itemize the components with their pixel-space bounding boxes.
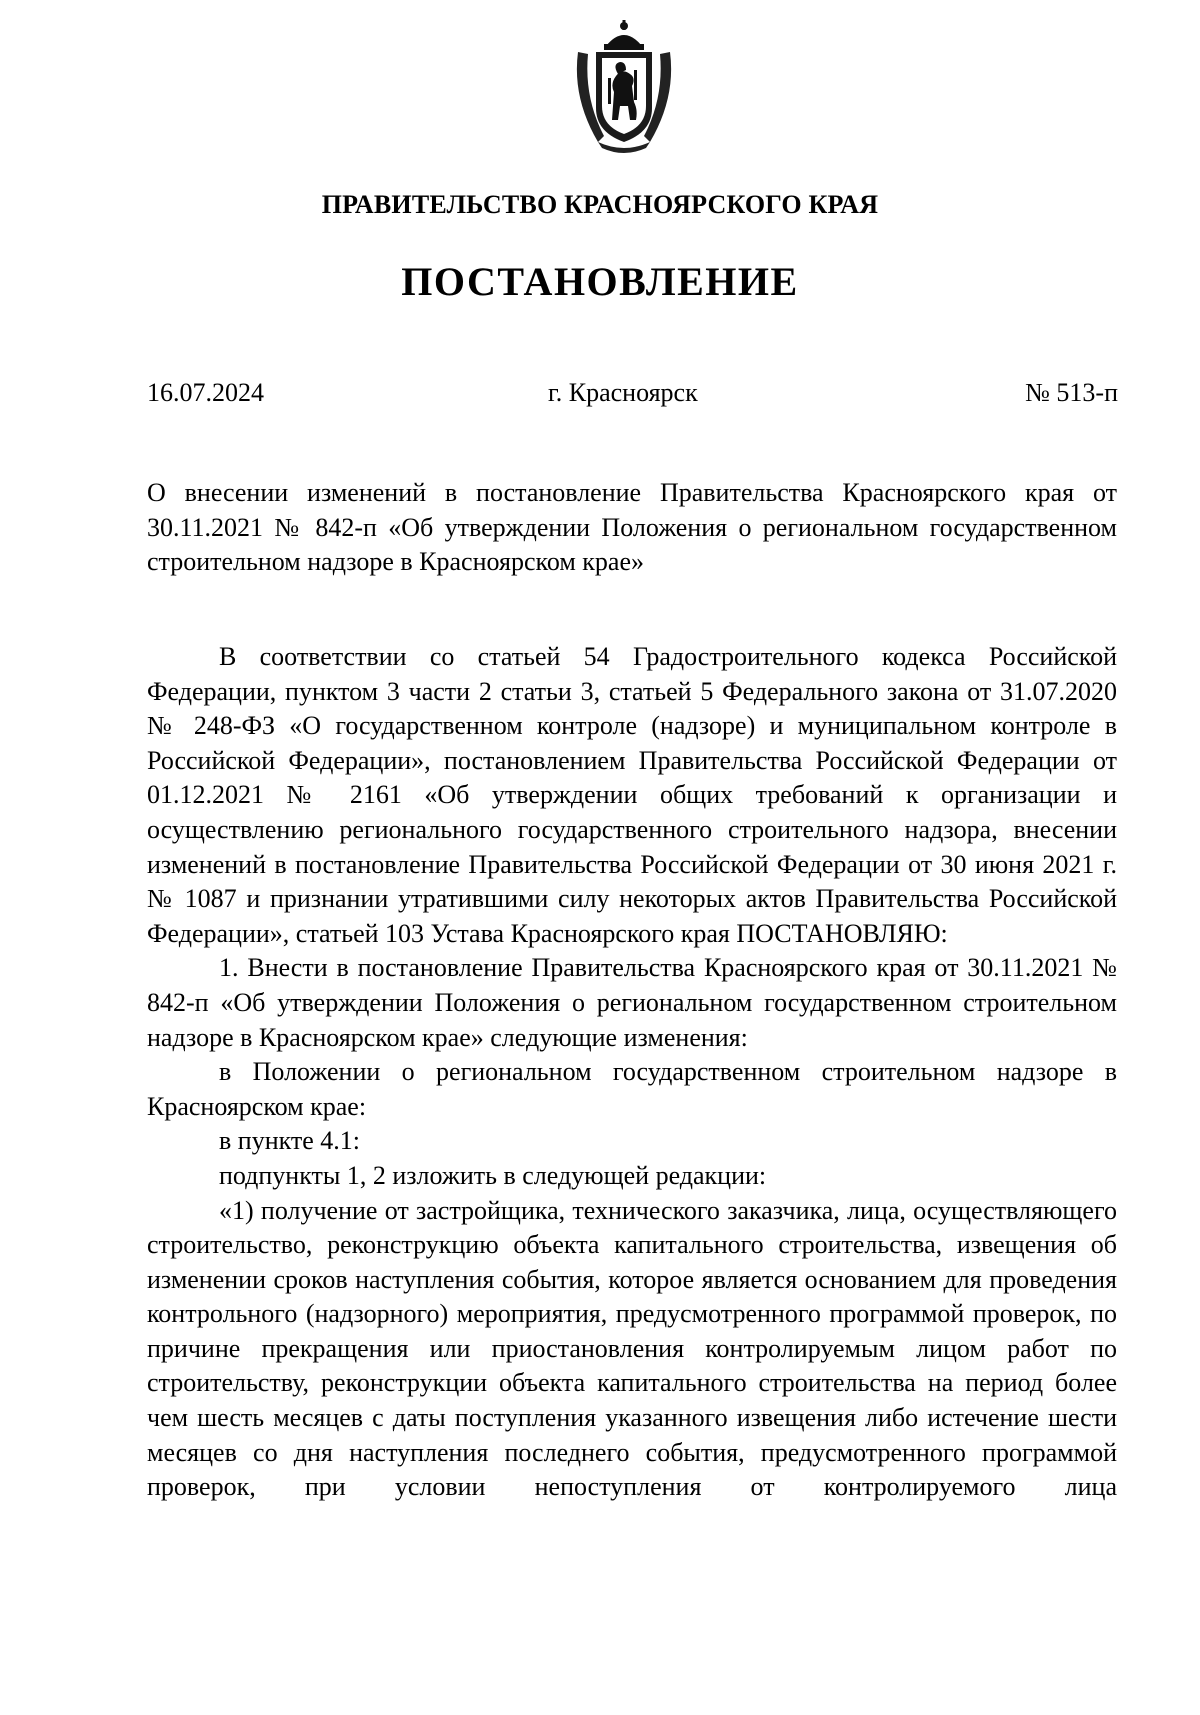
paragraph: подпункты 1, 2 изложить в следующей редакции: bbox=[219, 1160, 767, 1190]
document-place: г. Красноярск bbox=[548, 378, 698, 407]
document-type-title: ПОСТАНОВЛЕНИЕ bbox=[401, 259, 799, 304]
document-date: 16.07.2024 bbox=[147, 378, 264, 407]
document-number: № 513-п bbox=[1025, 378, 1118, 407]
document-body bbox=[147, 640, 1117, 1505]
krasnoyarsk-coat-of-arms-icon bbox=[568, 18, 680, 154]
document-subject: О внесении изменений в постановление Правительства Красноярского края от 30.11.2021 № 842-п «Об утверждении Положения о региональном государственном строительном надзоре в Красноярском крае» bbox=[147, 478, 1117, 576]
paragraph: в Положении о региональном государственном строительном надзоре в Красноярском крае: bbox=[147, 1057, 1117, 1121]
paragraph: 1. Внести в постановление Правительства Красноярского края от 30.11.2021 № 842-п «Об утверждении Положения о региональном государственном строительном надзоре в Красноярском крае» следующие изменения: bbox=[147, 953, 1117, 1052]
paragraph: В соответствии со статьей 54 Градостроительного кодекса Российской Федерации, пунктом 3 части 2 статьи 3, статьей 5 Федерального закона от 31.07.2020 № 248-ФЗ «О государственном контроле (надзоре) и муниципальном контроле в Российской Федерации», постановлением Правительства Российской Федерации от 01.12.2021 № 2161 «Об утверждении общих требований к организации и осуществлению регионального государственного строительного надзора, внесении изменений в постановление Правительства Российской Федерации от 30 июня 2021 г. № 1087 и признании утратившими силу некоторых актов Правительства Российской Федерации», статьей 103 Устава Красноярского края ПОСТАНОВЛЯЮ: bbox=[147, 642, 1117, 948]
paragraph: «1) получение от застройщика, технического заказчика, лица, осуществляющего строительство, реконструкцию объекта капитального строительства, извещения об изменении сроков наступления события, которое является основанием для проведения контрольного (надзорного) мероприятия, предусмотренного программой проверок, по причине прекращения или приостановления контролируемым лицом работ по строительству, реконструкции объекта капитального строительства на период более чем шесть месяцев с даты поступления указанного извещения либо истечение шести месяцев со дня наступления последнего события, предусмотренного программой проверок, при условии непоступления от контролируемого лица bbox=[147, 1195, 1117, 1502]
paragraph: в пункте 4.1: bbox=[219, 1126, 361, 1156]
government-title: ПРАВИТЕЛЬСТВО КРАСНОЯРСКОГО КРАЯ bbox=[321, 190, 879, 219]
